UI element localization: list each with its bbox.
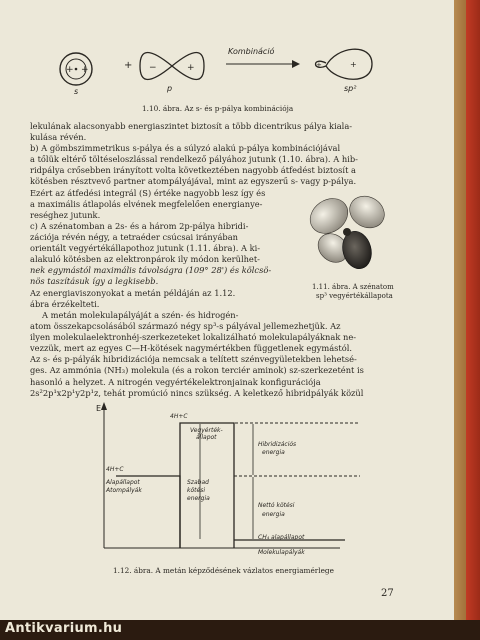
label-p: p: [167, 84, 173, 93]
book-spine-red: [466, 0, 480, 640]
text-line: 2s²2p¹x2p¹y2p¹z, tehát promúció nincs szükség. A keletkező hibridpályák közül: [30, 387, 364, 398]
text-line: lekulának alacsonyabb energiaszintet biztosít a több dicentrikus pálya kiala-: [30, 121, 353, 131]
svg-text:+: +: [81, 65, 89, 75]
text-line: orientált vegyértékállapothoz jutunk (1.11. ábra). A ki-: [30, 243, 261, 254]
label-energia: energia: [187, 495, 210, 502]
svg-text:+: +: [350, 60, 357, 69]
svg-text:+: +: [316, 61, 322, 69]
label-hibridizacios: Hibridizációs: [258, 441, 297, 448]
label-kombinacio: Kombináció: [228, 47, 275, 56]
text-line: Az s- és p-pályák hibridizációja nemcsak a telített szénvegyületekben lehetsé-: [30, 354, 357, 365]
text-line: nös taszításuk így a legkisebb.: [30, 276, 159, 287]
text-line: zációja révén négy, a tetraéder csúcsai irányában: [30, 232, 238, 243]
label-vegyertek: Vegyérték-: [190, 427, 223, 434]
label-s: s: [74, 87, 79, 96]
label-netto: Nettó kötési: [258, 502, 295, 509]
svg-text:+: +: [187, 63, 195, 73]
figure-1-11-caption-1: 1.11. ábra. A szénatom: [312, 283, 394, 291]
text-line: kötésben résztvevő partner atompályájával, mint az egyszerű s- vagy p-pálya.: [30, 176, 357, 187]
page-number: 27: [381, 588, 394, 599]
text-line: nek egymástól maximális távolságra (109° 28') és kölcsö-: [30, 265, 272, 276]
text-line: ges. Az ammónia (NH₃) molekula (és a rokon terciér aminok) sz-szerkezetént is: [30, 365, 364, 376]
figure-1-10-caption: 1.10. ábra. Az s- és p-pálya kombinációja: [142, 104, 294, 113]
label-4hc-top: 4H+C: [170, 413, 188, 420]
label-sp: sp²: [344, 84, 357, 93]
figure-1-11-caption-2: sp³ vegyértékállapota: [316, 292, 393, 300]
text-line: ridpálya crősebben irányított volta következtében nagyobb átfedést biztosít a: [30, 165, 357, 176]
text-line: Ezért az átfedési integrál (S) értéke nagyobb lesz így és: [30, 187, 266, 198]
figure-1-11: [305, 190, 395, 280]
label-kotesi: kötési: [187, 487, 205, 494]
label-hibridizacios-energia: energia: [262, 449, 285, 456]
text-line: b) A gömbszimmetrikus s-pálya és a súlyzó alakú p-pálya kombinációjával: [30, 143, 341, 154]
label-alapallapot: Alapállapot: [106, 479, 140, 486]
text-line: vezzük, mert az egyes C—H-kötések nagymértékben függetlenek egymástól.: [30, 343, 353, 354]
plus-sign: +: [124, 60, 133, 71]
svg-text:−: −: [149, 63, 157, 73]
paragraph-c: [30, 221, 296, 310]
text-line: c) A szénatomban a 2s- és a három 2p-pálya hibridi-: [30, 221, 249, 231]
text-line: ábra érzékelteti.: [30, 298, 100, 309]
text-line: atom összekapcsolásából származó négy sp³-s pályával jellemezhetjük. Az: [30, 321, 341, 332]
text-line: reséghez jutunk.: [30, 209, 101, 220]
axis-e-label: E: [96, 404, 102, 413]
label-allapot: állapot: [196, 434, 217, 441]
text-line: kulása révén.: [30, 132, 87, 143]
text-line: a maximális átlapolás elvének megfelelően energianye-: [30, 198, 263, 209]
label-4hc: 4H+C: [106, 466, 124, 473]
axis-x-label: Molekulapályák: [258, 549, 305, 556]
text-line: hasonló a helyzet. A nitrogén vegyértékelektronjainak konfigurációja: [30, 376, 321, 387]
text-line: A metán molekulapályáját a szén- és hidrogén-: [42, 310, 239, 320]
label-ch4: CH₄ alapállapot: [258, 534, 305, 541]
text-line: Az energiaviszonyokat a metán példáján az 1.12.: [30, 287, 236, 298]
text-line: alakuló kötésben az elektronpárok ily módon kerülhet-: [30, 254, 260, 265]
text-line: a tőlük eltérő töltéseloszlással rendelkező pályához jutunk (1.10. ábra). A hib-: [30, 154, 358, 165]
label-szabad: Szabad: [187, 479, 209, 486]
svg-text:+: +: [66, 65, 74, 75]
paragraph-methane: [30, 310, 440, 399]
watermark-logo: Antikvarium.hu: [5, 621, 123, 636]
label-atompalyak: Atompályák: [106, 487, 142, 494]
label-netto-energia: energia: [262, 511, 285, 518]
figure-1-12-caption: 1.12. ábra. A metán képződésének vázlatos energiamérlege: [113, 566, 334, 575]
text-line: ilyen molekulaelektronhéj-szerkezeteket lokalizálható molekulapályáknak ne-: [30, 332, 357, 343]
